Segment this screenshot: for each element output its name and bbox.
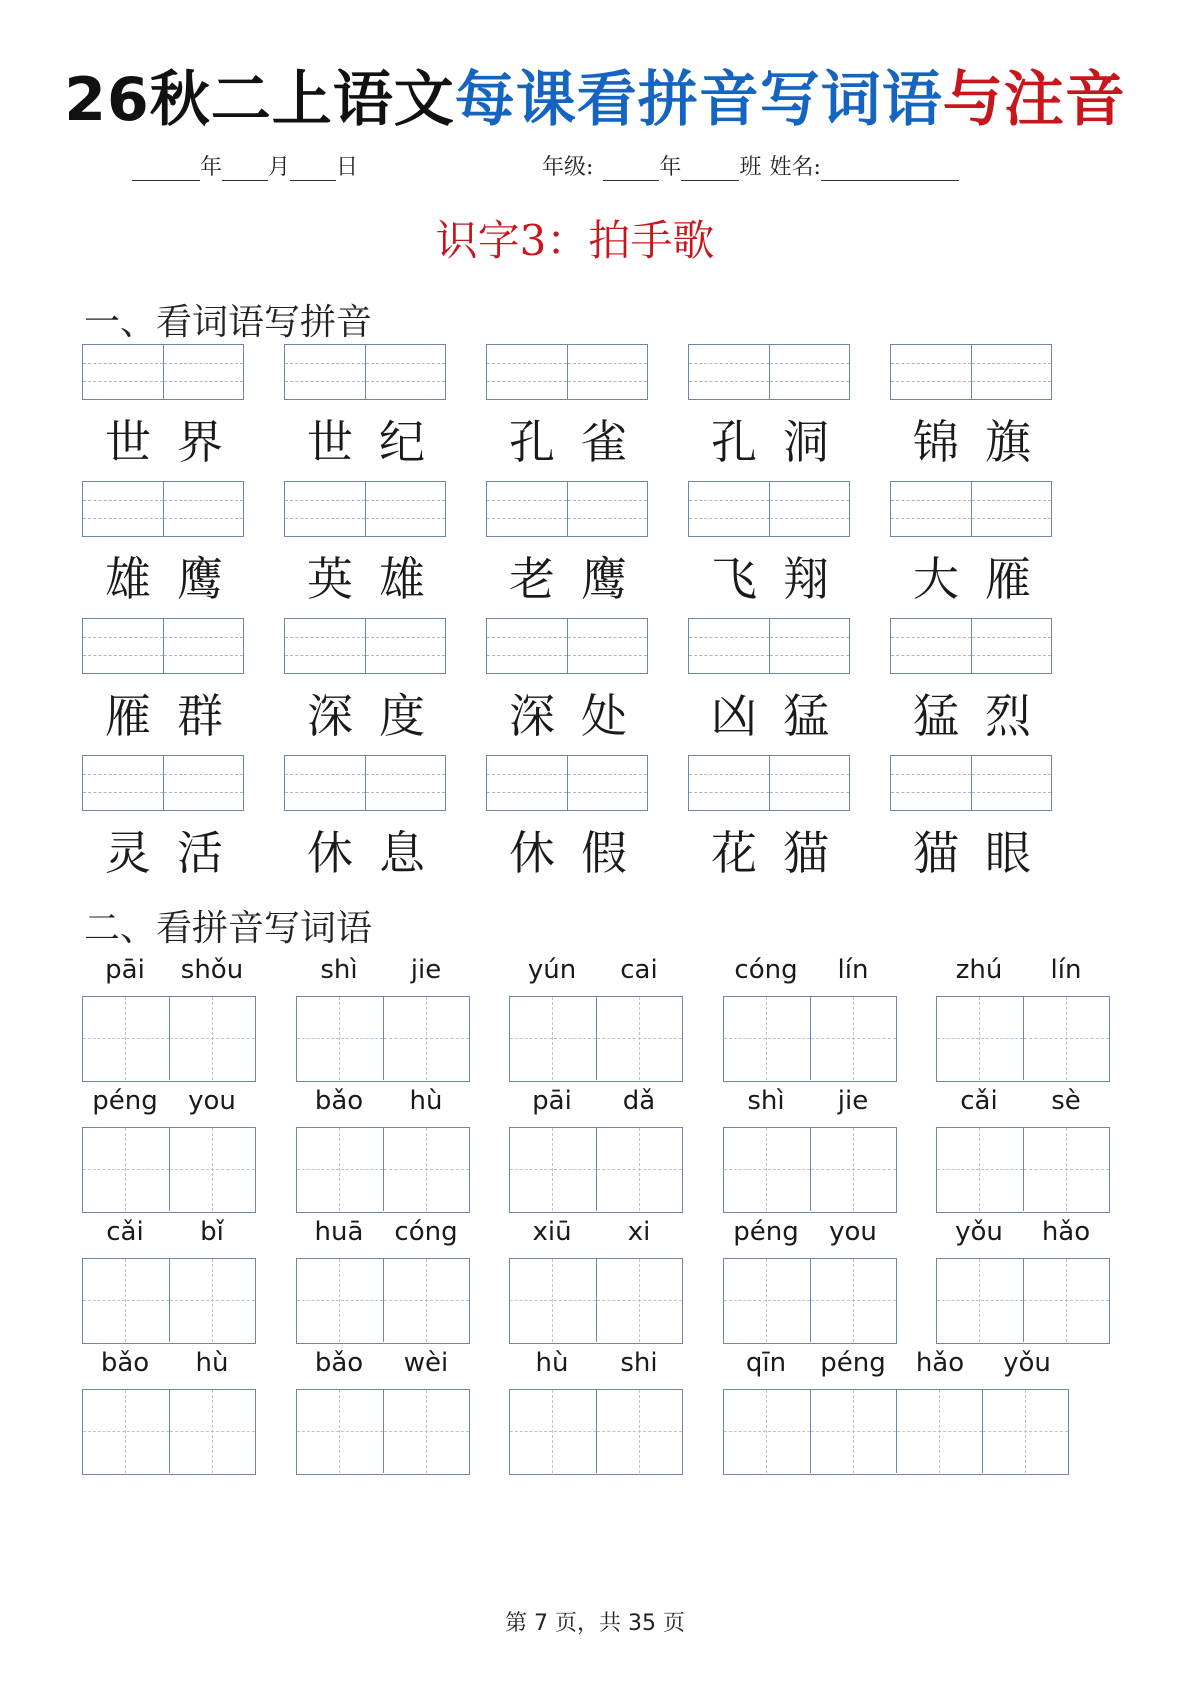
pinyin-cell[interactable] — [285, 619, 365, 673]
student-info-line — [542, 150, 959, 181]
pinyin-cell[interactable] — [689, 756, 769, 810]
pinyin-answer-box[interactable] — [890, 755, 1052, 811]
pinyin-syllable: yún — [527, 955, 577, 985]
pinyin-syllable: you — [188, 1086, 236, 1116]
pinyin-syllable: péng — [92, 1086, 158, 1116]
pinyin-cell[interactable] — [487, 482, 567, 536]
pinyin-syllable: shì — [747, 1086, 785, 1116]
character-cell[interactable] — [982, 1390, 1068, 1473]
day-label: 日 — [336, 155, 359, 180]
pinyin-syllable: lín — [837, 955, 869, 985]
character-cell[interactable] — [297, 1259, 383, 1342]
character-answer-grid[interactable] — [82, 1389, 256, 1475]
vocabulary-word: 雄鹰 — [105, 552, 249, 606]
character-cell[interactable] — [596, 1390, 682, 1473]
character-answer-grid[interactable] — [936, 1258, 1110, 1344]
pinyin-cell[interactable] — [891, 619, 971, 673]
pinyin-syllable: bǎo — [100, 1348, 150, 1378]
pinyin-syllable: hù — [409, 1086, 443, 1116]
pinyin-cell[interactable] — [83, 482, 163, 536]
character-answer-grid[interactable] — [936, 1127, 1110, 1213]
pinyin-syllable: xiū — [532, 1217, 572, 1247]
pinyin-cell[interactable] — [769, 482, 850, 536]
pinyin-cell[interactable] — [83, 345, 163, 399]
vocabulary-word: 花猫 — [711, 826, 855, 880]
pinyin-answer-box[interactable] — [688, 755, 850, 811]
character-answer-grid[interactable] — [82, 996, 256, 1082]
vocabulary-word: 深度 — [307, 689, 451, 743]
page-title — [0, 52, 1190, 138]
character-cell[interactable] — [937, 997, 1023, 1080]
vocabulary-word: 飞翔 — [711, 552, 855, 606]
pinyin-syllable: zhú — [955, 955, 1003, 985]
pinyin-answer-box[interactable] — [284, 481, 446, 537]
character-cell[interactable] — [810, 997, 896, 1080]
pinyin-syllable: cǎi — [106, 1217, 144, 1247]
pinyin-answer-box[interactable] — [486, 344, 648, 400]
pinyin-syllable: bǎo — [314, 1086, 364, 1116]
character-cell[interactable] — [169, 1128, 255, 1211]
pinyin-answer-box[interactable] — [82, 481, 244, 537]
pinyin-cell[interactable] — [487, 619, 567, 673]
character-cell[interactable] — [297, 997, 383, 1080]
character-cell[interactable] — [510, 1128, 596, 1211]
pinyin-cell[interactable] — [285, 482, 365, 536]
pinyin-cell[interactable] — [365, 619, 446, 673]
day-blank[interactable] — [290, 158, 336, 181]
month-label: 月 — [268, 155, 291, 180]
pinyin-answer-box[interactable] — [284, 618, 446, 674]
pinyin-syllable: cǎi — [960, 1086, 998, 1116]
vocabulary-word: 休息 — [307, 826, 451, 880]
character-answer-grid[interactable] — [509, 1389, 683, 1475]
character-cell[interactable] — [383, 1390, 469, 1473]
character-cell[interactable] — [83, 997, 169, 1080]
pinyin-answer-box[interactable] — [82, 755, 244, 811]
character-answer-grid[interactable] — [296, 1389, 470, 1475]
pinyin-cell[interactable] — [365, 756, 446, 810]
character-cell[interactable] — [596, 997, 682, 1080]
pinyin-cell[interactable] — [769, 345, 850, 399]
class-label: 班 — [739, 155, 762, 180]
pinyin-cell[interactable] — [487, 756, 567, 810]
pinyin-answer-box[interactable] — [486, 618, 648, 674]
pinyin-cell[interactable] — [891, 345, 971, 399]
pinyin-syllable: bǎo — [314, 1348, 364, 1378]
vocabulary-word: 锦旗 — [913, 415, 1057, 469]
character-cell[interactable] — [297, 1390, 383, 1473]
pinyin-cell[interactable] — [163, 345, 244, 399]
character-cell[interactable] — [937, 1259, 1023, 1342]
title-main: 每课看拼音写词语 — [454, 65, 943, 135]
pinyin-answer-box[interactable] — [688, 344, 850, 400]
vocabulary-word: 灵活 — [105, 826, 249, 880]
title-grade: 26秋二上语文 — [64, 65, 455, 135]
pinyin-syllable: qīn — [745, 1348, 787, 1378]
character-answer-grid[interactable] — [82, 1258, 256, 1344]
pinyin-cell[interactable] — [365, 345, 446, 399]
pinyin-answer-box[interactable] — [284, 344, 446, 400]
vocabulary-word: 凶猛 — [711, 689, 855, 743]
pinyin-answer-box[interactable] — [890, 618, 1052, 674]
pinyin-cell[interactable] — [769, 619, 850, 673]
pinyin-answer-box[interactable] — [688, 618, 850, 674]
pinyin-cell[interactable] — [83, 756, 163, 810]
vocabulary-word: 世界 — [105, 415, 249, 469]
pinyin-cell[interactable] — [891, 756, 971, 810]
pinyin-cell[interactable] — [891, 482, 971, 536]
pinyin-syllable: shì — [320, 955, 358, 985]
character-cell[interactable] — [724, 997, 810, 1080]
character-cell[interactable] — [169, 997, 255, 1080]
character-cell[interactable] — [1023, 997, 1109, 1080]
character-cell[interactable] — [724, 1390, 810, 1473]
character-cell[interactable] — [1023, 1259, 1109, 1342]
pinyin-syllable: cóng — [394, 1217, 458, 1247]
pinyin-answer-box[interactable] — [82, 618, 244, 674]
character-answer-grid[interactable] — [723, 1389, 1069, 1475]
pinyin-syllable: pāi — [532, 1086, 572, 1116]
character-cell[interactable] — [510, 1259, 596, 1342]
vocabulary-word: 休假 — [509, 826, 653, 880]
pinyin-syllable: you — [829, 1217, 877, 1247]
vocabulary-word: 孔洞 — [711, 415, 855, 469]
pinyin-cell[interactable] — [83, 619, 163, 673]
vocabulary-word: 雁群 — [105, 689, 249, 743]
pinyin-syllable: shǒu — [180, 955, 244, 985]
character-answer-grid[interactable] — [509, 996, 683, 1082]
section-two-heading: 二、看拼音写词语 — [84, 908, 373, 949]
character-answer-grid[interactable] — [82, 1127, 256, 1213]
vocabulary-word: 深处 — [509, 689, 653, 743]
pinyin-answer-box[interactable] — [284, 755, 446, 811]
pinyin-cell[interactable] — [567, 619, 648, 673]
pinyin-cell[interactable] — [971, 482, 1052, 536]
vocabulary-word: 大雁 — [913, 552, 1057, 606]
pinyin-cell[interactable] — [769, 756, 850, 810]
pinyin-cell[interactable] — [285, 756, 365, 810]
pinyin-cell[interactable] — [971, 345, 1052, 399]
character-answer-grid[interactable] — [296, 1127, 470, 1213]
character-cell[interactable] — [383, 1128, 469, 1211]
pinyin-cell[interactable] — [163, 619, 244, 673]
character-cell[interactable] — [724, 1259, 810, 1342]
month-blank[interactable] — [222, 158, 268, 181]
character-cell[interactable] — [896, 1390, 982, 1473]
pinyin-syllable: lín — [1050, 955, 1082, 985]
grade-label: 年级: — [542, 155, 594, 180]
pinyin-syllable: cóng — [734, 955, 798, 985]
character-cell[interactable] — [297, 1128, 383, 1211]
character-cell[interactable] — [169, 1390, 255, 1473]
pinyin-syllable: huā — [314, 1217, 364, 1247]
pinyin-syllable: xi — [627, 1217, 651, 1247]
vocabulary-word: 老鹰 — [509, 552, 653, 606]
pinyin-syllable: dǎ — [622, 1086, 656, 1116]
character-cell[interactable] — [937, 1128, 1023, 1211]
character-cell[interactable] — [510, 997, 596, 1080]
pinyin-syllable: péng — [733, 1217, 799, 1247]
pinyin-answer-box[interactable] — [486, 481, 648, 537]
character-cell[interactable] — [1023, 1128, 1109, 1211]
year-blank[interactable] — [132, 158, 200, 181]
pinyin-cell[interactable] — [163, 756, 244, 810]
vocabulary-word: 猫眼 — [913, 826, 1057, 880]
section-one-heading: 一、看词语写拼音 — [84, 302, 373, 343]
pinyin-syllable: shi — [620, 1348, 658, 1378]
character-answer-grid[interactable] — [509, 1127, 683, 1213]
pinyin-cell[interactable] — [567, 345, 648, 399]
name-label: 姓名: — [769, 155, 821, 180]
character-answer-grid[interactable] — [723, 1127, 897, 1213]
character-cell[interactable] — [83, 1390, 169, 1473]
vocabulary-word: 猛烈 — [913, 689, 1057, 743]
pinyin-cell[interactable] — [689, 345, 769, 399]
character-answer-grid[interactable] — [296, 996, 470, 1082]
pinyin-syllable: hǎo — [1041, 1217, 1091, 1247]
pinyin-syllable: wèi — [403, 1348, 449, 1378]
pinyin-cell[interactable] — [567, 756, 648, 810]
pinyin-syllable: jie — [837, 1086, 869, 1116]
character-cell[interactable] — [810, 1128, 896, 1211]
character-cell[interactable] — [724, 1128, 810, 1211]
page-footer: 第 7 页，共 35 页 — [505, 1611, 685, 1636]
pinyin-cell[interactable] — [163, 482, 244, 536]
character-answer-grid[interactable] — [723, 996, 897, 1082]
character-cell[interactable] — [510, 1390, 596, 1473]
pinyin-answer-box[interactable] — [688, 481, 850, 537]
grade-blank[interactable] — [603, 158, 659, 181]
vocabulary-word: 英雄 — [307, 552, 451, 606]
character-cell[interactable] — [810, 1259, 896, 1342]
character-cell[interactable] — [169, 1259, 255, 1342]
pinyin-syllable: bǐ — [200, 1217, 224, 1247]
character-answer-grid[interactable] — [936, 996, 1110, 1082]
character-cell[interactable] — [83, 1128, 169, 1211]
grade-year-label: 年 — [659, 155, 682, 180]
pinyin-syllable: pāi — [105, 955, 145, 985]
pinyin-cell[interactable] — [689, 482, 769, 536]
character-answer-grid[interactable] — [723, 1258, 897, 1344]
pinyin-syllable: hù — [195, 1348, 229, 1378]
pinyin-cell[interactable] — [971, 756, 1052, 810]
pinyin-answer-box[interactable] — [890, 481, 1052, 537]
character-answer-grid[interactable] — [509, 1258, 683, 1344]
date-line — [132, 150, 358, 181]
pinyin-syllable: yǒu — [955, 1217, 1003, 1247]
pinyin-cell[interactable] — [365, 482, 446, 536]
pinyin-syllable: hù — [535, 1348, 569, 1378]
character-answer-grid[interactable] — [296, 1258, 470, 1344]
name-blank[interactable] — [821, 158, 959, 181]
vocabulary-word: 世纪 — [307, 415, 451, 469]
vocabulary-word: 孔雀 — [509, 415, 653, 469]
class-blank[interactable] — [681, 158, 739, 181]
character-cell[interactable] — [810, 1390, 896, 1473]
title-suffix: 与注音 — [942, 65, 1126, 135]
lesson-title: 识字3：拍手歌 — [435, 216, 715, 265]
pinyin-syllable: péng — [820, 1348, 886, 1378]
pinyin-answer-box[interactable] — [486, 755, 648, 811]
pinyin-syllable: yǒu — [1003, 1348, 1051, 1378]
pinyin-answer-box[interactable] — [82, 344, 244, 400]
pinyin-cell[interactable] — [487, 345, 567, 399]
character-cell[interactable] — [383, 1259, 469, 1342]
pinyin-cell[interactable] — [285, 345, 365, 399]
pinyin-cell[interactable] — [689, 619, 769, 673]
character-cell[interactable] — [596, 1259, 682, 1342]
pinyin-syllable: cai — [620, 955, 658, 985]
pinyin-cell[interactable] — [971, 619, 1052, 673]
pinyin-cell[interactable] — [567, 482, 648, 536]
character-cell[interactable] — [383, 997, 469, 1080]
pinyin-syllable: sè — [1051, 1086, 1081, 1116]
character-cell[interactable] — [596, 1128, 682, 1211]
pinyin-syllable: jie — [410, 955, 442, 985]
character-cell[interactable] — [83, 1259, 169, 1342]
pinyin-syllable: hǎo — [915, 1348, 965, 1378]
year-label: 年 — [200, 155, 223, 180]
pinyin-answer-box[interactable] — [890, 344, 1052, 400]
